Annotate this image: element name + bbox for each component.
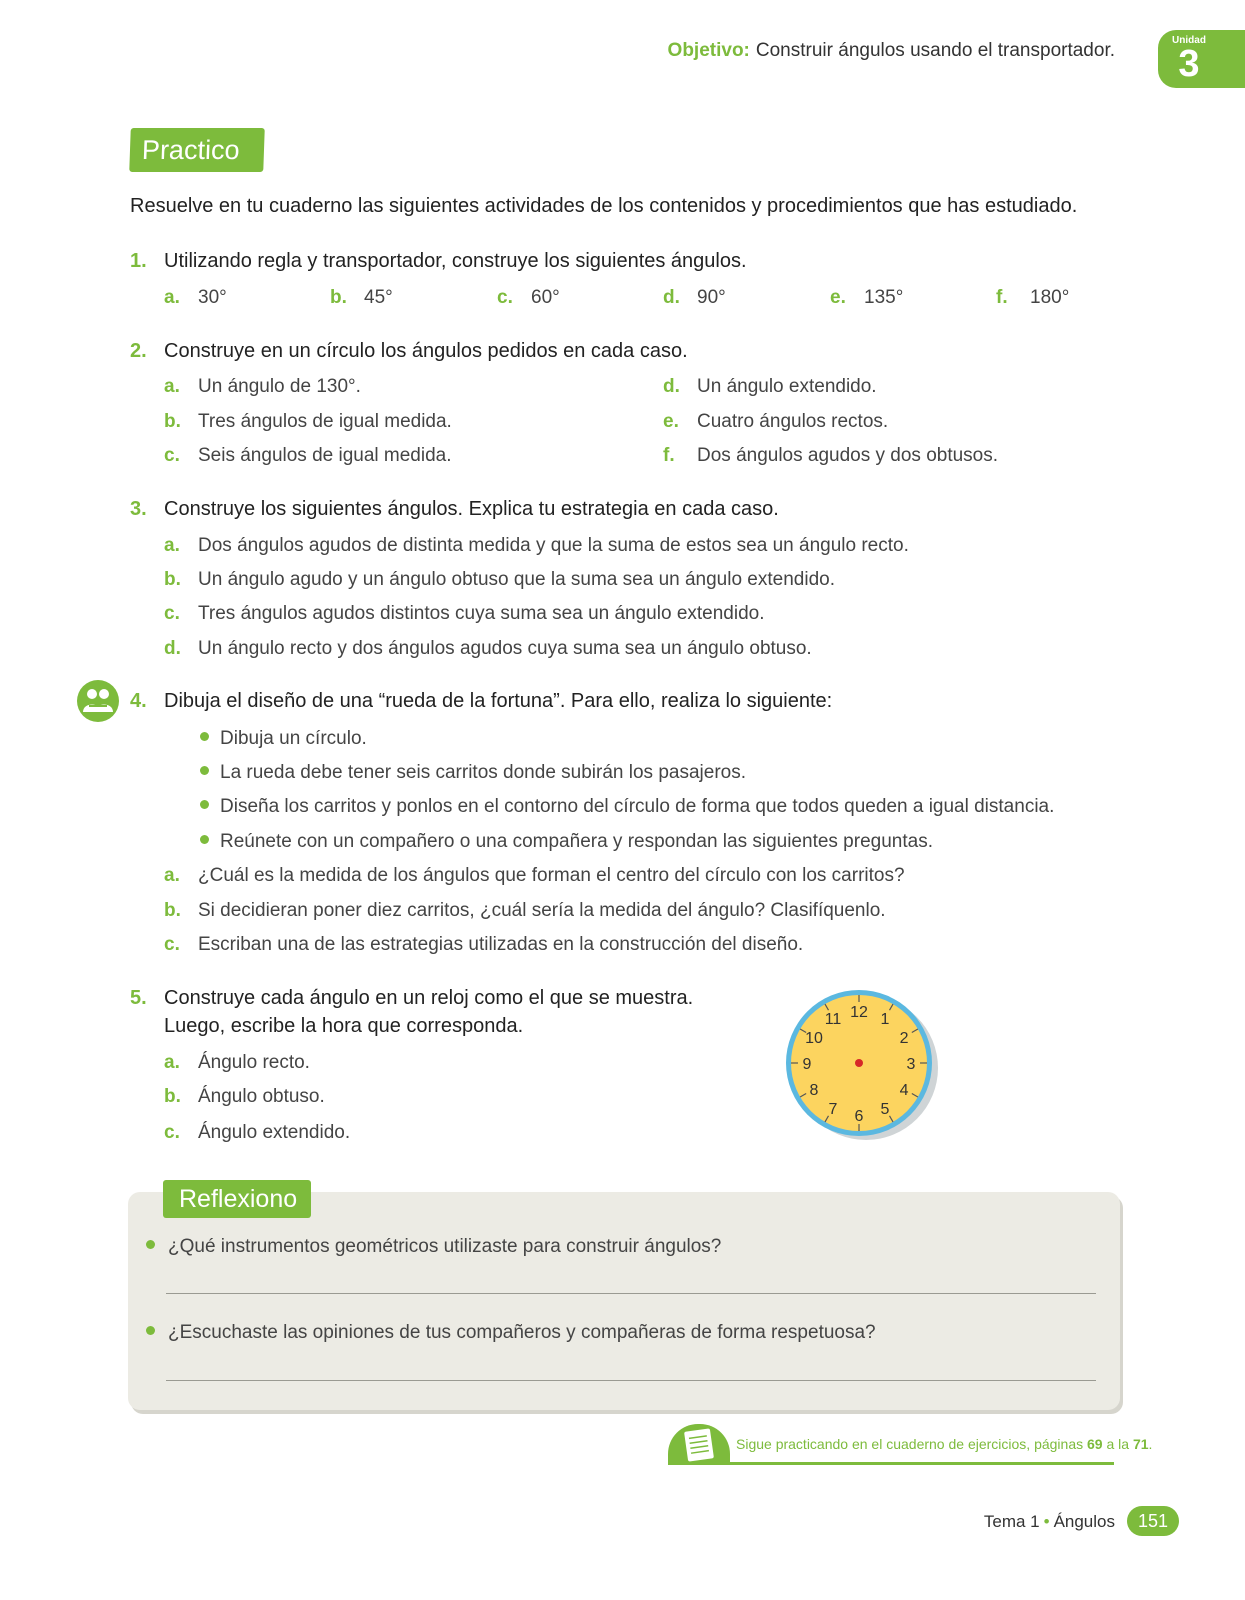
option-text: Si decidieran poner diez carritos, ¿cuál sería la medida del ángulo? Clasifíquenlo. <box>198 900 886 921</box>
teamwork-icon <box>77 680 119 722</box>
note-text: Sigue practicando en el cuaderno de ejercicios, páginas <box>736 1436 1084 1452</box>
option-text: Un ángulo agudo y un ángulo obtuso que la suma sea un ángulo extendido. <box>198 569 835 590</box>
option-text: Tres ángulos agudos distintos cuya suma sea un ángulo extendido. <box>198 603 765 624</box>
workbook-note <box>736 1436 1152 1452</box>
unit-label: Unidad <box>1172 35 1206 46</box>
topic-subject: Ángulos <box>1053 1512 1115 1531</box>
clock-number: 11 <box>824 1010 842 1028</box>
exercise-number: 4. <box>130 690 147 712</box>
section-title: Practico <box>129 128 265 172</box>
reflection-question: ¿Qué instrumentos geométricos utilizaste para construir ángulos? <box>146 1236 721 1258</box>
option-text: 30° <box>198 287 227 308</box>
option-text: Seis ángulos de igual medida. <box>198 445 452 466</box>
objective-text: Construir ángulos usando el transportador. <box>755 40 1115 61</box>
clock-number: 12 <box>850 1004 868 1021</box>
option-text: Ángulo recto. <box>198 1052 310 1073</box>
option-letter: a. <box>164 1052 180 1073</box>
notebook-tab <box>668 1424 730 1464</box>
option-text: Ángulo obtuso. <box>198 1086 325 1107</box>
option-text: ¿Cuál es la medida de los ángulos que forman el centro del círculo con los carritos? <box>198 865 905 886</box>
option-item <box>164 1052 310 1074</box>
option-item <box>663 445 998 467</box>
objective-line <box>668 40 1115 62</box>
option-item <box>164 1122 350 1144</box>
clock-number: 3 <box>906 1056 916 1073</box>
option-text: Dos ángulos agudos y dos obtusos. <box>697 445 999 466</box>
option-item <box>164 445 452 467</box>
answer-line[interactable] <box>166 1380 1096 1381</box>
option-letter: d. <box>164 638 181 659</box>
exercise-text: Dibuja el diseño de una “rueda de la fortuna”. Para ello, realiza lo siguiente: <box>164 690 833 712</box>
option-text: Dos ángulos agudos de distinta medida y que la suma de estos sea un ángulo recto. <box>198 535 909 556</box>
option-letter: a. <box>164 287 180 308</box>
option-text: Un ángulo recto y dos ángulos agudos cuya suma sea un ángulo obtuso. <box>198 638 812 659</box>
option-letter: b. <box>164 411 181 432</box>
option-letter: d. <box>663 287 680 308</box>
clock-number: 6 <box>854 1108 864 1125</box>
exercise-2 <box>130 340 688 363</box>
option-letter: b. <box>330 287 347 308</box>
option-letter: c. <box>164 1122 180 1143</box>
option-text: Un ángulo de 130°. <box>198 376 361 397</box>
option-item <box>663 376 877 398</box>
clock-number: 7 <box>828 1101 838 1119</box>
option-letter: c. <box>164 445 180 466</box>
option-text: 180° <box>1030 287 1070 308</box>
option-text: Escriban una de las estrategias utilizadas en la construcción del diseño. <box>198 934 804 955</box>
option-item <box>663 411 888 433</box>
note-middle: a la <box>1106 1436 1130 1452</box>
reflection-box <box>128 1192 1120 1410</box>
objective-label: Objetivo: <box>667 40 750 61</box>
option-letter: e. <box>830 287 846 308</box>
option-text: Un ángulo extendido. <box>697 376 877 397</box>
option-text: 90° <box>697 287 726 308</box>
option-item <box>164 900 886 922</box>
page-number: 151 <box>1127 1506 1179 1536</box>
option-text: 45° <box>364 287 393 308</box>
intro-text: Resuelve en tu cuaderno las siguientes actividades de los contenidos y procedimientos que has estudiado. <box>130 195 1078 217</box>
exercise-5-line-2: Luego, escribe la hora que corresponda. <box>164 1015 524 1037</box>
clock-face <box>780 986 945 1151</box>
option-letter: a. <box>164 865 180 886</box>
option-item <box>164 376 361 398</box>
notebook-icon <box>668 1424 730 1464</box>
clock-number: 9 <box>802 1056 812 1073</box>
topic-separator: • <box>1043 1512 1050 1531</box>
option-letter: b. <box>164 569 181 590</box>
topic-label: Tema 1 <box>983 1512 1040 1531</box>
exercise-text: Construye en un círculo los ángulos pedidos en cada caso. <box>164 340 688 362</box>
unit-number: 3 <box>1178 43 1200 85</box>
option-item <box>164 603 765 625</box>
option-letter: c. <box>497 287 513 308</box>
option-text: Cuatro ángulos rectos. <box>697 411 889 432</box>
clock-number: 4 <box>899 1082 909 1099</box>
option-item <box>164 638 812 660</box>
option-text: 60° <box>531 287 560 308</box>
bullet-item: Dibuja un círculo. <box>200 728 367 750</box>
option-item <box>164 865 905 887</box>
option-item <box>497 287 560 309</box>
option-letter: d. <box>663 376 680 397</box>
exercise-text: Construye cada ángulo en un reloj como el que se muestra. <box>164 987 694 1009</box>
option-item <box>996 287 1069 309</box>
option-letter: b. <box>164 900 181 921</box>
exercise-1 <box>130 250 747 273</box>
option-letter: a. <box>164 535 180 556</box>
option-item <box>663 287 726 309</box>
option-item <box>164 569 835 591</box>
exercise-number: 1. <box>130 250 147 272</box>
clock-number: 10 <box>805 1030 823 1047</box>
clock-number: 1 <box>880 1010 890 1028</box>
option-letter: e. <box>663 411 679 432</box>
answer-line[interactable] <box>166 1293 1096 1294</box>
option-text: Ángulo extendido. <box>198 1122 351 1143</box>
option-letter: c. <box>164 934 180 955</box>
option-item <box>164 1086 325 1108</box>
option-letter: c. <box>164 603 180 624</box>
option-letter: f. <box>996 287 1008 308</box>
reflection-question: ¿Escuchaste las opiniones de tus compañeros y compañeras de forma respetuosa? <box>146 1322 876 1344</box>
clock-number: 5 <box>880 1101 890 1119</box>
exercise-number: 3. <box>130 498 147 520</box>
exercise-5 <box>130 987 693 1010</box>
bullet-item: La rueda debe tener seis carritos donde subirán los pasajeros. <box>200 762 746 784</box>
option-item <box>164 287 227 309</box>
bullet-item: Reúnete con un compañero o una compañera y respondan las siguientes preguntas. <box>200 831 933 853</box>
option-item <box>830 287 903 309</box>
exercise-3 <box>130 498 779 521</box>
option-text: 135° <box>864 287 904 308</box>
clock-illustration <box>780 986 945 1151</box>
bullet-item: Diseña los carritos y ponlos en el contorno del círculo de forma que todos queden a igual distancia. <box>200 796 1054 818</box>
option-item <box>164 934 803 956</box>
exercise-number: 2. <box>130 340 147 362</box>
clock-number: 8 <box>809 1082 819 1099</box>
note-end: . <box>1148 1436 1153 1452</box>
note-page-from: 69 <box>1087 1436 1103 1452</box>
clock-number: 2 <box>899 1030 909 1047</box>
option-letter: b. <box>164 1086 181 1107</box>
option-text: Tres ángulos de igual medida. <box>198 411 452 432</box>
topic-footer <box>984 1512 1115 1532</box>
option-item <box>164 411 452 433</box>
option-item <box>164 535 909 557</box>
note-underline <box>668 1462 1114 1465</box>
exercise-4 <box>130 690 832 713</box>
reflection-title: Reflexiono <box>163 1180 311 1218</box>
exercise-text: Utilizando regla y transportador, construye los siguientes ángulos. <box>164 250 747 272</box>
option-item <box>330 287 393 309</box>
option-letter: a. <box>164 376 180 397</box>
exercise-number: 5. <box>130 987 147 1009</box>
unit-badge <box>1158 30 1245 88</box>
exercise-text: Construye los siguientes ángulos. Explica tu estrategia en cada caso. <box>164 498 779 520</box>
note-page-to: 71 <box>1132 1436 1149 1452</box>
option-letter: f. <box>663 445 675 466</box>
